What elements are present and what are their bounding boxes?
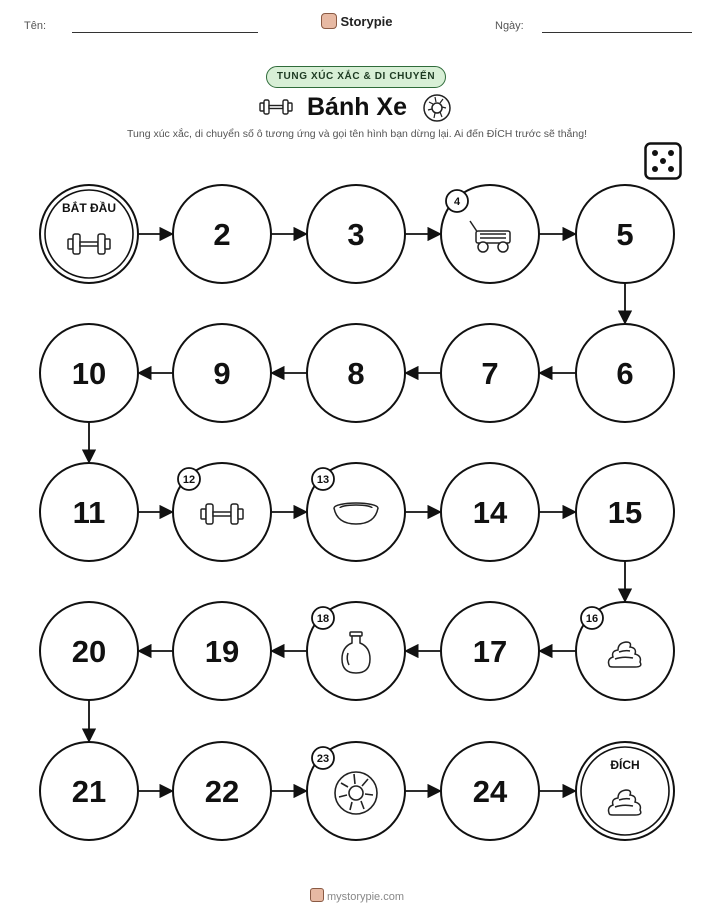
board-space-3[interactable] <box>307 185 405 283</box>
space-number: 9 <box>213 356 231 391</box>
space-number: 19 <box>204 634 240 669</box>
date-label: Ngày: <box>495 20 524 32</box>
space-number: 7 <box>481 356 499 391</box>
start-label: BẮT ĐẦU <box>62 201 116 215</box>
board-space-10[interactable] <box>40 324 138 422</box>
space-number: 14 <box>472 495 508 530</box>
tire-icon <box>335 772 377 814</box>
board-space-16[interactable] <box>576 602 674 700</box>
space-number: 10 <box>71 356 107 391</box>
brand-name: Storypie <box>340 14 393 29</box>
finish-space[interactable] <box>576 742 674 840</box>
space-number-badge: 13 <box>316 474 330 486</box>
board-space-17[interactable] <box>441 602 539 700</box>
space-number: 17 <box>472 634 508 669</box>
board-space-18[interactable] <box>307 602 405 700</box>
space-number-badge: 18 <box>316 613 330 625</box>
space-number: 8 <box>347 356 365 391</box>
space-number: 6 <box>616 356 634 391</box>
page-title: Bánh Xe <box>306 93 408 121</box>
mascot-icon <box>310 888 324 902</box>
space-number: 24 <box>472 774 508 809</box>
board-space-2[interactable] <box>173 185 271 283</box>
board-space-21[interactable] <box>40 742 138 840</box>
board-space-5[interactable] <box>576 185 674 283</box>
space-number: 5 <box>616 217 634 252</box>
board-space-13[interactable] <box>307 463 405 561</box>
space-number-badge: 4 <box>453 196 461 208</box>
board-space-24[interactable] <box>441 742 539 840</box>
board-space-23[interactable] <box>307 742 405 840</box>
space-number: 22 <box>204 774 240 809</box>
board-space-12[interactable] <box>173 463 271 561</box>
finish-label: ĐÍCH <box>610 758 640 772</box>
board-space-11[interactable] <box>40 463 138 561</box>
board-space-9[interactable] <box>173 324 271 422</box>
footer-url[interactable]: mystorypie.com <box>326 891 405 903</box>
space-number: 2 <box>213 217 231 252</box>
space-number: 20 <box>71 634 107 669</box>
board-space-6[interactable] <box>576 324 674 422</box>
space-number-badge: 12 <box>182 474 196 486</box>
start-space[interactable] <box>40 185 138 283</box>
board-space-15[interactable] <box>576 463 674 561</box>
space-number-badge: 16 <box>585 613 599 625</box>
space-number: 3 <box>347 217 365 252</box>
board-space-14[interactable] <box>441 463 539 561</box>
board-space-8[interactable] <box>307 324 405 422</box>
space-number: 15 <box>607 495 643 530</box>
board-space-20[interactable] <box>40 602 138 700</box>
activity-pill: TUNG XÚC XẮC & DI CHUYỂN <box>266 66 446 88</box>
name-label: Tên: <box>24 20 47 32</box>
board-space-4[interactable] <box>441 185 539 283</box>
space-number-badge: 23 <box>316 753 330 765</box>
board-space-22[interactable] <box>173 742 271 840</box>
space-number: 11 <box>72 495 106 530</box>
board-space-19[interactable] <box>173 602 271 700</box>
space-number: 21 <box>71 774 107 809</box>
instructions: Tung xúc xắc, di chuyển số ô tương ứng và gọi tên hình bạn dừng lại. Ai đến ĐÍCH trước sẽ thắng! <box>126 128 587 140</box>
board-space-7[interactable] <box>441 324 539 422</box>
footer <box>0 888 714 903</box>
